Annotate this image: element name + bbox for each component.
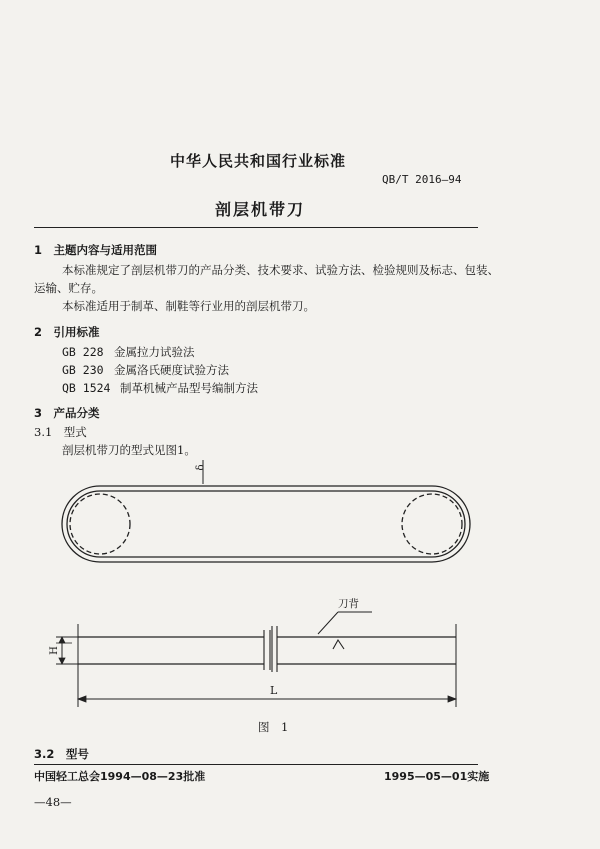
length-label: L — [270, 684, 278, 697]
right-pulley-hidden-line — [402, 494, 462, 554]
section-2-heading: 2 引用标准 — [34, 325, 100, 339]
section-3-1-text: 剖层机带刀的型式见图1。 — [62, 443, 196, 457]
section-1-paragraph-1-line-2: 运输、贮存。 — [34, 281, 103, 295]
left-pulley-hidden-line — [70, 494, 130, 554]
blade-back-leader — [318, 612, 338, 634]
belt-outer-outline — [62, 486, 470, 562]
footer-divider — [34, 764, 478, 765]
thickness-label: δ — [195, 464, 207, 471]
reference-code: GB 228 — [62, 345, 104, 359]
document-title: 剖层机带刀 — [215, 200, 306, 219]
implementation-date: 1995—05—01实施 — [384, 770, 490, 783]
belt-top-view — [62, 460, 470, 562]
section-1-paragraph-1-line-1: 本标准规定了剖层机带刀的产品分类、技术要求、试验方法、检验规则及标志、包装、 — [62, 263, 499, 277]
page-number: —48— — [34, 795, 72, 809]
standard-code: QB/T 2016—94 — [382, 173, 462, 186]
height-label: H — [48, 646, 60, 655]
blade-side-view — [56, 612, 456, 707]
reference-title: 制革机械产品型号编制方法 — [120, 381, 258, 395]
blade-section-profile — [333, 640, 344, 649]
reference-code: GB 230 — [62, 363, 104, 377]
approval-line: 中国轻工总会1994—08—23批准 — [34, 770, 206, 783]
section-1-heading: 1 主题内容与适用范围 — [34, 243, 158, 257]
section-1-paragraph-2: 本标准适用于制革、制鞋等行业用的剖层机带刀。 — [62, 299, 315, 313]
section-3-heading: 3 产品分类 — [34, 406, 100, 420]
blade-back-label: 刀背 — [338, 598, 359, 610]
break-mark-left — [264, 630, 270, 670]
figure-caption: 图 1 — [258, 720, 289, 734]
reference-title: 金属洛氏硬度试验方法 — [114, 363, 229, 377]
section-3-2-heading: 3.2 型号 — [34, 747, 89, 761]
standard-category-title: 中华人民共和国行业标准 — [170, 152, 347, 170]
section-3-1-heading: 3.1 型式 — [34, 425, 87, 439]
break-mark-right — [272, 626, 277, 672]
reference-code: QB 1524 — [62, 381, 111, 395]
reference-title: 金属拉力试验法 — [114, 345, 195, 359]
belt-inner-outline — [67, 491, 465, 557]
